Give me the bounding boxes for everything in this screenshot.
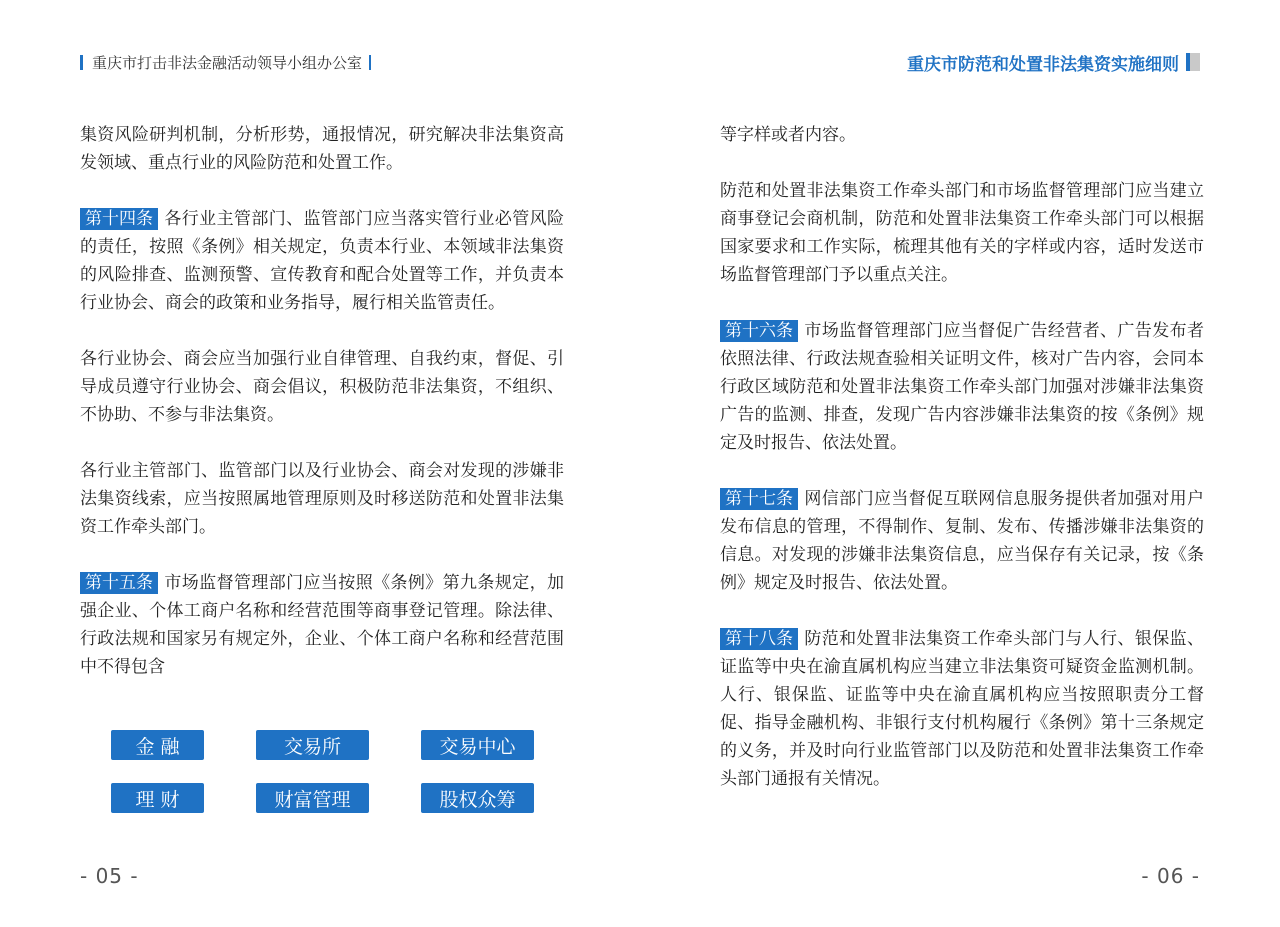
article-label: 第十七条 [720,488,798,510]
keyword-tag: 理 财 [111,783,204,813]
article-label: 第十五条 [80,572,158,594]
article-paragraph [80,569,564,681]
left-body-text [80,121,564,709]
keyword-grid [111,730,535,814]
right-body-text [720,121,1204,821]
article-label: 第十四条 [80,208,158,230]
article-paragraph [80,205,564,317]
article-paragraph [720,317,1204,457]
keyword-tag: 股权众筹 [421,783,534,813]
paragraph-text: 各行业主管部门、监管部门应当落实管行业必管风险的责任，按照《条例》相关规定，负责本行业、本领域非法集资的风险排查、监测预警、宣传教育和配合处置等工作，并负责本行业协会、商会的政策和业务指导，履行相关监管责任。 [80,209,564,313]
paragraph-text: 各行业协会、商会应当加强行业自律管理、自我约束，督促、引导成员遵守行业协会、商会倡议，积极防范非法集资，不组织、不协助、不参与非法集资。 [80,349,564,425]
paragraph-text: 集资风险研判机制，分析形势，通报情况，研究解决非法集资高发领域、重点行业的风险防范和处置工作。 [80,125,564,173]
paragraph-text: 防范和处置非法集资工作牵头部门与人行、银保监、证监等中央在渝直属机构应当建立非法集资可疑资金监测机制。人行、银保监、证监等中央在渝直属机构应当按照职责分工督促、指导金融机构、非银行支付机构履行《条例》第十三条规定的义务，并及时向行业监管部门以及防范和处置非法集资工作牵头部门通报有关情况。 [720,629,1204,789]
paragraph-text: 市场监督管理部门应当按照《条例》第九条规定，加强企业、个体工商户名称和经营范围等商事登记管理。除法律、行政法规和国家另有规定外，企业、个体工商户名称和经营范围中不得包含 [80,573,564,677]
right-page-header [907,51,1200,73]
keyword-tag: 交易中心 [421,730,534,760]
page-number: - 05 - [80,864,139,888]
header-bar-mark [80,55,83,70]
header-bar-mark [1190,53,1200,71]
paragraph [720,121,1204,149]
left-page-header [80,52,371,72]
article-paragraph [720,625,1204,793]
paragraph-text: 各行业主管部门、监管部门以及行业协会、商会对发现的涉嫌非法集资线索，应当按照属地管理原则及时移送防范和处置非法集资工作牵头部门。 [80,461,564,537]
paragraph-text: 网信部门应当督促互联网信息服务提供者加强对用户发布信息的管理，不得制作、复制、发布、传播涉嫌非法集资的信息。对发现的涉嫌非法集资信息，应当保存有关记录，按《条例》规定及时报告、依法处置。 [720,489,1204,593]
keyword-tag: 金 融 [111,730,204,760]
keyword-tag: 交易所 [256,730,369,760]
paragraph [720,177,1204,289]
header-bar-mark [369,55,371,70]
page-number: - 06 - [1141,864,1200,888]
paragraph [80,457,564,541]
paragraph-text: 等字样或者内容。 [720,125,856,145]
article-label: 第十八条 [720,628,798,650]
right-header-title: 重庆市防范和处置非法集资实施细则 [907,54,1179,75]
article-paragraph [720,485,1204,597]
paragraph [80,121,564,177]
left-header-title: 重庆市打击非法金融活动领导小组办公室 [92,53,363,72]
article-label: 第十六条 [720,320,798,342]
paragraph [80,345,564,429]
paragraph-text: 防范和处置非法集资工作牵头部门和市场监督管理部门应当建立商事登记会商机制，防范和处置非法集资工作牵头部门可以根据国家要求和工作实际，梳理其他有关的字样或内容，适时发送市场监督管理部门予以重点关注。 [720,181,1204,285]
keyword-tag: 财富管理 [256,783,369,813]
paragraph-text: 市场监督管理部门应当督促广告经营者、广告发布者依照法律、行政法规查验相关证明文件，核对广告内容，会同本行政区域防范和处置非法集资工作牵头部门加强对涉嫌非法集资广告的监测、排查，发现广告内容涉嫌非法集资的按《条例》规定及时报告、依法处置。 [720,321,1204,453]
